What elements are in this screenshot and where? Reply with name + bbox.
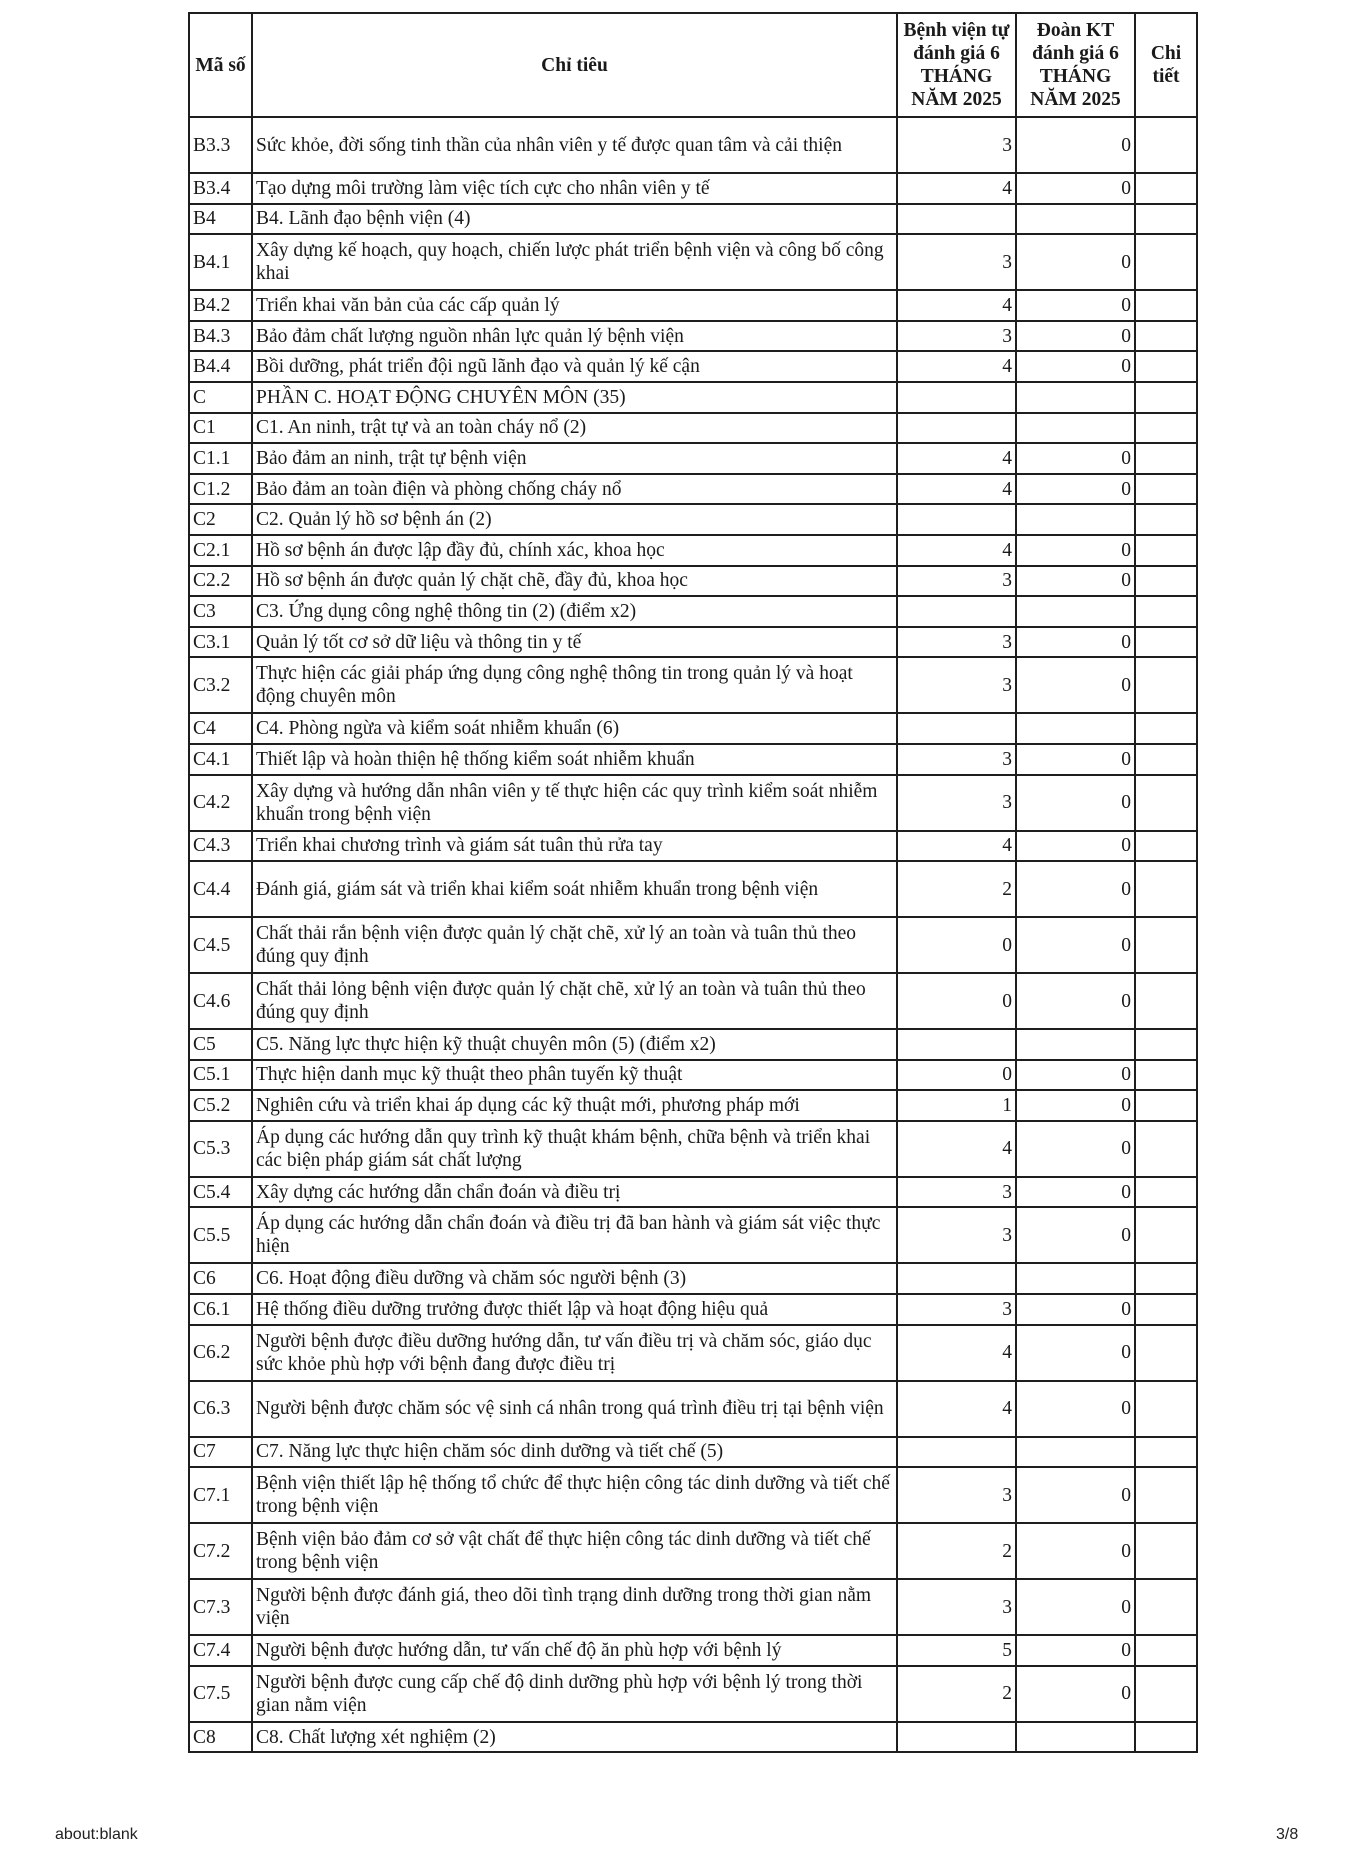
cell-detail — [1135, 566, 1197, 597]
cell-criterion: Áp dụng các hướng dẫn chẩn đoán và điều trị đã ban hành và giám sát việc thực hiện — [252, 1207, 897, 1263]
cell-self-eval: 0 — [897, 973, 1016, 1029]
cell-self-eval — [897, 1263, 1016, 1294]
cell-self-eval — [897, 1722, 1016, 1753]
cell-criterion: Bảo đảm an ninh, trật tự bệnh viện — [252, 443, 897, 474]
cell-self-eval: 2 — [897, 1523, 1016, 1579]
cell-code: C7.5 — [189, 1666, 252, 1722]
table-row — [189, 351, 1197, 382]
cell-detail — [1135, 1579, 1197, 1635]
cell-detail — [1135, 474, 1197, 505]
table-row — [189, 566, 1197, 597]
cell-criterion: C8. Chất lượng xét nghiệm (2) — [252, 1722, 897, 1753]
cell-team-eval — [1016, 1029, 1135, 1060]
cell-detail — [1135, 713, 1197, 744]
cell-self-eval — [897, 713, 1016, 744]
table-row — [189, 1722, 1197, 1753]
cell-code: C4.3 — [189, 831, 252, 862]
table-row — [189, 1437, 1197, 1468]
cell-team-eval — [1016, 596, 1135, 627]
cell-detail — [1135, 596, 1197, 627]
cell-code: C3 — [189, 596, 252, 627]
cell-team-eval — [1016, 382, 1135, 413]
cell-self-eval: 4 — [897, 443, 1016, 474]
cell-self-eval: 3 — [897, 775, 1016, 831]
table-row — [189, 1090, 1197, 1121]
cell-team-eval — [1016, 713, 1135, 744]
cell-detail — [1135, 775, 1197, 831]
header-detail: Chi tiết — [1135, 13, 1197, 117]
cell-criterion: Nghiên cứu và triển khai áp dụng các kỹ thuật mới, phương pháp mới — [252, 1090, 897, 1121]
cell-detail — [1135, 117, 1197, 173]
cell-self-eval: 4 — [897, 1325, 1016, 1381]
cell-code: C4.5 — [189, 917, 252, 973]
cell-code: C2.1 — [189, 535, 252, 566]
table-row — [189, 290, 1197, 321]
cell-self-eval: 4 — [897, 474, 1016, 505]
cell-criterion: PHẦN C. HOẠT ĐỘNG CHUYÊN MÔN (35) — [252, 382, 897, 413]
cell-team-eval: 0 — [1016, 234, 1135, 290]
cell-team-eval: 0 — [1016, 351, 1135, 382]
cell-code: C6 — [189, 1263, 252, 1294]
cell-criterion: Xây dựng các hướng dẫn chẩn đoán và điều trị — [252, 1177, 897, 1208]
cell-team-eval: 0 — [1016, 831, 1135, 862]
cell-self-eval: 2 — [897, 861, 1016, 917]
cell-team-eval: 0 — [1016, 117, 1135, 173]
table-row — [189, 382, 1197, 413]
cell-detail — [1135, 1090, 1197, 1121]
criteria-table — [188, 12, 1198, 1753]
header-self-eval: Bệnh viện tự đánh giá 6 THÁNG NĂM 2025 — [897, 13, 1016, 117]
table-row — [189, 117, 1197, 173]
cell-code: C5 — [189, 1029, 252, 1060]
cell-team-eval: 0 — [1016, 1666, 1135, 1722]
cell-code: C8 — [189, 1722, 252, 1753]
cell-criterion: Người bệnh được cung cấp chế độ dinh dưỡng phù hợp với bệnh lý trong thời gian nằm viện — [252, 1666, 897, 1722]
cell-team-eval: 0 — [1016, 1177, 1135, 1208]
table-row — [189, 234, 1197, 290]
cell-code: C3.2 — [189, 657, 252, 713]
cell-self-eval: 1 — [897, 1090, 1016, 1121]
cell-team-eval: 0 — [1016, 1579, 1135, 1635]
cell-self-eval: 0 — [897, 917, 1016, 973]
cell-code: B3.4 — [189, 173, 252, 204]
cell-code: C7.4 — [189, 1635, 252, 1666]
cell-detail — [1135, 1437, 1197, 1468]
cell-self-eval: 3 — [897, 566, 1016, 597]
cell-self-eval: 3 — [897, 1467, 1016, 1523]
table-header-row — [189, 13, 1197, 117]
cell-detail — [1135, 535, 1197, 566]
header-team-eval: Đoàn KT đánh giá 6 THÁNG NĂM 2025 — [1016, 13, 1135, 117]
cell-detail — [1135, 321, 1197, 352]
cell-code: C4.6 — [189, 973, 252, 1029]
cell-self-eval: 0 — [897, 1060, 1016, 1091]
table-row — [189, 973, 1197, 1029]
cell-team-eval — [1016, 1437, 1135, 1468]
cell-team-eval: 0 — [1016, 1060, 1135, 1091]
cell-criterion: Thực hiện các giải pháp ứng dụng công nghệ thông tin trong quản lý và hoạt động chuyên môn — [252, 657, 897, 713]
cell-detail — [1135, 1177, 1197, 1208]
cell-criterion: Triển khai chương trình và giám sát tuân thủ rửa tay — [252, 831, 897, 862]
header-code: Mã số — [189, 13, 252, 117]
table-row — [189, 1666, 1197, 1722]
cell-team-eval: 0 — [1016, 1523, 1135, 1579]
table-row — [189, 413, 1197, 444]
cell-team-eval: 0 — [1016, 474, 1135, 505]
cell-self-eval: 3 — [897, 1579, 1016, 1635]
cell-self-eval: 4 — [897, 1121, 1016, 1177]
cell-code: C4.2 — [189, 775, 252, 831]
cell-self-eval: 4 — [897, 1381, 1016, 1437]
table-row — [189, 713, 1197, 744]
cell-detail — [1135, 1325, 1197, 1381]
cell-criterion: Thực hiện danh mục kỹ thuật theo phân tuyến kỹ thuật — [252, 1060, 897, 1091]
cell-self-eval — [897, 1437, 1016, 1468]
cell-detail — [1135, 831, 1197, 862]
cell-detail — [1135, 744, 1197, 775]
cell-code: C4 — [189, 713, 252, 744]
cell-self-eval — [897, 413, 1016, 444]
footer-page-number: 3/8 — [1276, 1826, 1299, 1843]
cell-code: B4.3 — [189, 321, 252, 352]
cell-team-eval: 0 — [1016, 321, 1135, 352]
cell-team-eval: 0 — [1016, 917, 1135, 973]
cell-detail — [1135, 173, 1197, 204]
cell-criterion: Sức khỏe, đời sống tinh thần của nhân viên y tế được quan tâm và cải thiện — [252, 117, 897, 173]
cell-code: B4 — [189, 204, 252, 235]
table-row — [189, 1207, 1197, 1263]
cell-self-eval: 3 — [897, 321, 1016, 352]
cell-code: B4.2 — [189, 290, 252, 321]
cell-code: C5.4 — [189, 1177, 252, 1208]
cell-criterion: C4. Phòng ngừa và kiểm soát nhiễm khuẩn (6) — [252, 713, 897, 744]
cell-team-eval: 0 — [1016, 443, 1135, 474]
cell-detail — [1135, 1294, 1197, 1325]
cell-code: C — [189, 382, 252, 413]
cell-code: C2 — [189, 504, 252, 535]
cell-code: C5.2 — [189, 1090, 252, 1121]
cell-team-eval: 0 — [1016, 744, 1135, 775]
table-row — [189, 831, 1197, 862]
cell-detail — [1135, 413, 1197, 444]
table-row — [189, 1294, 1197, 1325]
cell-code: C7.1 — [189, 1467, 252, 1523]
cell-team-eval — [1016, 413, 1135, 444]
cell-detail — [1135, 234, 1197, 290]
cell-team-eval: 0 — [1016, 861, 1135, 917]
cell-criterion: Bệnh viện bảo đảm cơ sở vật chất để thực hiện công tác dinh dưỡng và tiết chế trong bệnh viện — [252, 1523, 897, 1579]
cell-code: C1 — [189, 413, 252, 444]
cell-team-eval: 0 — [1016, 775, 1135, 831]
cell-team-eval — [1016, 1722, 1135, 1753]
cell-detail — [1135, 1467, 1197, 1523]
table-row — [189, 1467, 1197, 1523]
table-row — [189, 1177, 1197, 1208]
cell-criterion: C2. Quản lý hồ sơ bệnh án (2) — [252, 504, 897, 535]
table-row — [189, 1381, 1197, 1437]
cell-team-eval: 0 — [1016, 1467, 1135, 1523]
cell-criterion: B4. Lãnh đạo bệnh viện (4) — [252, 204, 897, 235]
cell-team-eval: 0 — [1016, 657, 1135, 713]
cell-team-eval — [1016, 504, 1135, 535]
cell-criterion: Xây dựng và hướng dẫn nhân viên y tế thực hiện các quy trình kiểm soát nhiễm khuẩn trong bệnh viện — [252, 775, 897, 831]
table-row — [189, 1121, 1197, 1177]
cell-criterion: Hệ thống điều dưỡng trưởng được thiết lập và hoạt động hiệu quả — [252, 1294, 897, 1325]
cell-team-eval: 0 — [1016, 1635, 1135, 1666]
cell-detail — [1135, 351, 1197, 382]
cell-team-eval: 0 — [1016, 290, 1135, 321]
cell-criterion: C3. Ứng dụng công nghệ thông tin (2) (điểm x2) — [252, 596, 897, 627]
cell-team-eval: 0 — [1016, 1207, 1135, 1263]
table-row — [189, 535, 1197, 566]
cell-self-eval: 3 — [897, 1177, 1016, 1208]
cell-self-eval: 4 — [897, 173, 1016, 204]
cell-criterion: C5. Năng lực thực hiện kỹ thuật chuyên môn (5) (điểm x2) — [252, 1029, 897, 1060]
cell-detail — [1135, 1722, 1197, 1753]
cell-detail — [1135, 1207, 1197, 1263]
cell-criterion: Hồ sơ bệnh án được lập đầy đủ, chính xác, khoa học — [252, 535, 897, 566]
cell-detail — [1135, 1029, 1197, 1060]
cell-team-eval: 0 — [1016, 1381, 1135, 1437]
cell-self-eval — [897, 1029, 1016, 1060]
cell-team-eval — [1016, 204, 1135, 235]
cell-criterion: Xây dựng kế hoạch, quy hoạch, chiến lược phát triển bệnh viện và công bố công khai — [252, 234, 897, 290]
table-row — [189, 1263, 1197, 1294]
table-row — [189, 1635, 1197, 1666]
cell-self-eval — [897, 596, 1016, 627]
cell-self-eval: 3 — [897, 1207, 1016, 1263]
cell-criterion: Người bệnh được hướng dẫn, tư vấn chế độ ăn phù hợp với bệnh lý — [252, 1635, 897, 1666]
table-row — [189, 1579, 1197, 1635]
cell-code: C5.5 — [189, 1207, 252, 1263]
cell-code: C7 — [189, 1437, 252, 1468]
cell-detail — [1135, 1121, 1197, 1177]
cell-team-eval: 0 — [1016, 1121, 1135, 1177]
cell-self-eval: 3 — [897, 117, 1016, 173]
cell-self-eval: 3 — [897, 744, 1016, 775]
cell-detail — [1135, 861, 1197, 917]
cell-code: C1.1 — [189, 443, 252, 474]
cell-detail — [1135, 627, 1197, 658]
cell-criterion: Quản lý tốt cơ sở dữ liệu và thông tin y tế — [252, 627, 897, 658]
cell-criterion: C7. Năng lực thực hiện chăm sóc dinh dưỡng và tiết chế (5) — [252, 1437, 897, 1468]
table-row — [189, 321, 1197, 352]
cell-detail — [1135, 1381, 1197, 1437]
cell-criterion: Chất thải rắn bệnh viện được quản lý chặt chẽ, xử lý an toàn và tuân thủ theo đúng quy định — [252, 917, 897, 973]
cell-detail — [1135, 1263, 1197, 1294]
cell-code: C6.1 — [189, 1294, 252, 1325]
table-row — [189, 861, 1197, 917]
table-row — [189, 1325, 1197, 1381]
cell-criterion: Bồi dưỡng, phát triển đội ngũ lãnh đạo và quản lý kế cận — [252, 351, 897, 382]
cell-self-eval: 2 — [897, 1666, 1016, 1722]
cell-detail — [1135, 1060, 1197, 1091]
cell-criterion: Bệnh viện thiết lập hệ thống tổ chức để thực hiện công tác dinh dưỡng và tiết chế trong bệnh viện — [252, 1467, 897, 1523]
cell-team-eval: 0 — [1016, 535, 1135, 566]
cell-detail — [1135, 504, 1197, 535]
table-row — [189, 504, 1197, 535]
cell-team-eval — [1016, 1263, 1135, 1294]
cell-detail — [1135, 657, 1197, 713]
cell-self-eval — [897, 504, 1016, 535]
cell-self-eval: 5 — [897, 1635, 1016, 1666]
cell-code: B3.3 — [189, 117, 252, 173]
cell-criterion: Người bệnh được chăm sóc vệ sinh cá nhân trong quá trình điều trị tại bệnh viện — [252, 1381, 897, 1437]
cell-code: C7.2 — [189, 1523, 252, 1579]
cell-criterion: Thiết lập và hoàn thiện hệ thống kiểm soát nhiễm khuẩn — [252, 744, 897, 775]
cell-criterion: Hồ sơ bệnh án được quản lý chặt chẽ, đầy đủ, khoa học — [252, 566, 897, 597]
cell-team-eval: 0 — [1016, 1325, 1135, 1381]
cell-code: C6.3 — [189, 1381, 252, 1437]
cell-self-eval: 4 — [897, 351, 1016, 382]
cell-code: C1.2 — [189, 474, 252, 505]
cell-criterion: Người bệnh được điều dưỡng hướng dẫn, tư vấn điều trị và chăm sóc, giáo dục sức khỏe phù hợp với bệnh đang được điều trị — [252, 1325, 897, 1381]
cell-detail — [1135, 443, 1197, 474]
cell-self-eval — [897, 382, 1016, 413]
cell-criterion: Bảo đảm chất lượng nguồn nhân lực quản lý bệnh viện — [252, 321, 897, 352]
cell-self-eval: 4 — [897, 831, 1016, 862]
cell-code: C3.1 — [189, 627, 252, 658]
cell-criterion: C6. Hoạt động điều dưỡng và chăm sóc người bệnh (3) — [252, 1263, 897, 1294]
cell-self-eval: 3 — [897, 627, 1016, 658]
cell-criterion: Chất thải lỏng bệnh viện được quản lý chặt chẽ, xử lý an toàn và tuân thủ theo đúng quy định — [252, 973, 897, 1029]
cell-team-eval: 0 — [1016, 1294, 1135, 1325]
cell-team-eval: 0 — [1016, 173, 1135, 204]
table-row — [189, 474, 1197, 505]
cell-code: C4.4 — [189, 861, 252, 917]
cell-criterion: C1. An ninh, trật tự và an toàn cháy nổ (2) — [252, 413, 897, 444]
table-row — [189, 204, 1197, 235]
cell-criterion: Áp dụng các hướng dẫn quy trình kỹ thuật khám bệnh, chữa bệnh và triển khai các biện pháp giám sát chất lượng — [252, 1121, 897, 1177]
cell-self-eval: 3 — [897, 234, 1016, 290]
cell-detail — [1135, 917, 1197, 973]
cell-detail — [1135, 973, 1197, 1029]
cell-criterion: Người bệnh được đánh giá, theo dõi tình trạng dinh dưỡng trong thời gian nằm viện — [252, 1579, 897, 1635]
cell-criterion: Triển khai văn bản của các cấp quản lý — [252, 290, 897, 321]
cell-detail — [1135, 1635, 1197, 1666]
cell-self-eval: 4 — [897, 535, 1016, 566]
table-row — [189, 443, 1197, 474]
table-row — [189, 1060, 1197, 1091]
table-row — [189, 744, 1197, 775]
table-row — [189, 1029, 1197, 1060]
cell-criterion: Đánh giá, giám sát và triển khai kiểm soát nhiễm khuẩn trong bệnh viện — [252, 861, 897, 917]
cell-code: C6.2 — [189, 1325, 252, 1381]
table-row — [189, 1523, 1197, 1579]
table-row — [189, 596, 1197, 627]
table-row — [189, 627, 1197, 658]
table-row — [189, 173, 1197, 204]
cell-code: C7.3 — [189, 1579, 252, 1635]
cell-detail — [1135, 1666, 1197, 1722]
header-criterion: Chỉ tiêu — [252, 13, 897, 117]
cell-criterion: Bảo đảm an toàn điện và phòng chống cháy nổ — [252, 474, 897, 505]
table-row — [189, 775, 1197, 831]
cell-self-eval: 4 — [897, 290, 1016, 321]
cell-team-eval: 0 — [1016, 1090, 1135, 1121]
cell-criterion: Tạo dựng môi trường làm việc tích cực cho nhân viên y tế — [252, 173, 897, 204]
cell-self-eval: 3 — [897, 657, 1016, 713]
cell-code: B4.4 — [189, 351, 252, 382]
table-row — [189, 917, 1197, 973]
cell-team-eval: 0 — [1016, 973, 1135, 1029]
cell-detail — [1135, 1523, 1197, 1579]
cell-detail — [1135, 204, 1197, 235]
cell-code: C2.2 — [189, 566, 252, 597]
cell-code: C4.1 — [189, 744, 252, 775]
cell-detail — [1135, 382, 1197, 413]
table-row — [189, 657, 1197, 713]
footer-url: about:blank — [55, 1826, 138, 1843]
cell-team-eval: 0 — [1016, 627, 1135, 658]
cell-detail — [1135, 290, 1197, 321]
cell-self-eval: 3 — [897, 1294, 1016, 1325]
cell-team-eval: 0 — [1016, 566, 1135, 597]
cell-code: B4.1 — [189, 234, 252, 290]
cell-self-eval — [897, 204, 1016, 235]
cell-code: C5.1 — [189, 1060, 252, 1091]
cell-code: C5.3 — [189, 1121, 252, 1177]
